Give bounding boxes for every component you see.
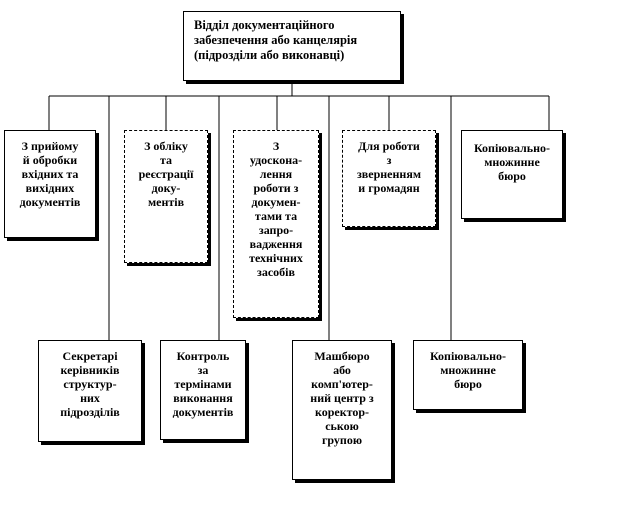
- root-box: Відділ документаційного забезпечення або канцелярія (підрозділи або виконавці): [183, 11, 401, 81]
- box-copy-bureau-bottom: Копіювально- множинне бюро: [413, 340, 523, 410]
- box-deadline-control: Контроль за термінами виконання документів: [160, 340, 246, 440]
- box-intake-processing: З прийому й обробки вхідних та вихідних документів: [4, 130, 96, 238]
- box-citizen-appeals: Для роботи з зверненням и громадян: [342, 130, 436, 227]
- box-copy-bureau-top: Копіювально- множинне бюро: [461, 130, 563, 219]
- box-improvement: З удоскона- лення роботи з докумен- тами та запро- вадження технічних засобів: [233, 130, 319, 318]
- box-typing-bureau: Машбюро або комп'ютер- ний центр з коректор- ською групою: [292, 340, 392, 480]
- box-registration: З обліку та реєстрації доку- ментів: [124, 130, 208, 263]
- box-secretaries: Секретарі керівників структур- них підрозділів: [38, 340, 142, 442]
